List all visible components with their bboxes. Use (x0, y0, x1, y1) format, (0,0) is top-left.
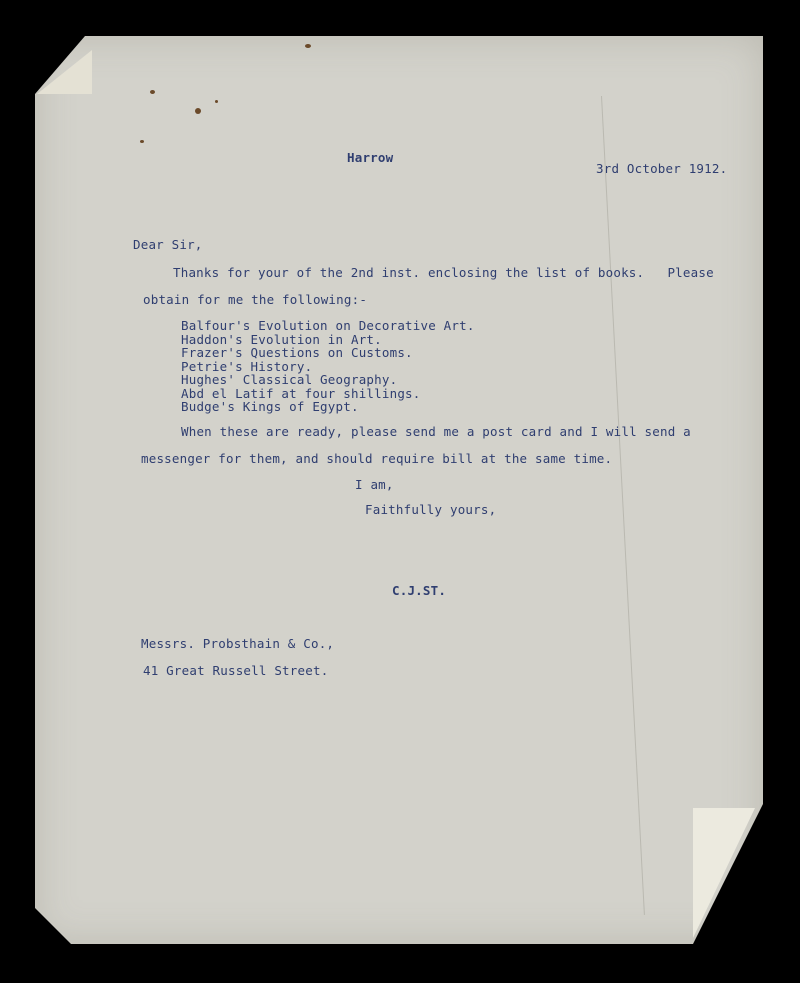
stain-spot (140, 140, 144, 143)
letter-date: 3rd October 1912. (596, 161, 728, 176)
torn-corner-bottom-left (35, 908, 71, 944)
letter-salutation: Dear Sir, (133, 237, 203, 252)
paragraph-1-line-2: obtain for me the following:- (143, 292, 368, 307)
list-item: Petrie's History. (181, 358, 313, 374)
list-item: Budge's Kings of Egypt. (181, 399, 359, 414)
signature: C.J.ST. (392, 583, 447, 598)
folded-corner-bottom-right (693, 808, 755, 938)
paragraph-2-line-2: messenger for them, and should require bill at the same time. (141, 451, 613, 466)
list-item: Haddon's Evolution in Art. (181, 331, 382, 347)
stain-spot (305, 44, 311, 48)
addressee-line-2: 41 Great Russell Street. (143, 663, 329, 678)
stain-spot (195, 108, 201, 114)
paragraph-2-line-1: When these are ready, please send me a post card and I will send a (181, 424, 691, 439)
closing-line-1: I am, (355, 477, 394, 492)
book-list (181, 319, 475, 414)
list-item: Frazer's Questions on Customs. (181, 345, 413, 360)
letter-sheet (35, 36, 763, 944)
list-item: Balfour's Evolution on Decorative Art. (181, 318, 475, 333)
list-item: Hughes' Classical Geography. (181, 372, 398, 387)
paper-crease (601, 96, 645, 915)
paragraph-1-line-1: Thanks for your of the 2nd inst. enclosing the list of books. Please (173, 265, 714, 280)
folded-corner-top-left (37, 50, 92, 94)
stain-spot (150, 90, 155, 94)
letter-place: Harrow (347, 150, 394, 165)
stain-spot (215, 100, 218, 103)
addressee-line-1: Messrs. Probsthain & Co., (141, 636, 335, 651)
closing-line-2: Faithfully yours, (365, 502, 497, 517)
list-item: Abd el Latif at four shillings. (181, 385, 421, 401)
